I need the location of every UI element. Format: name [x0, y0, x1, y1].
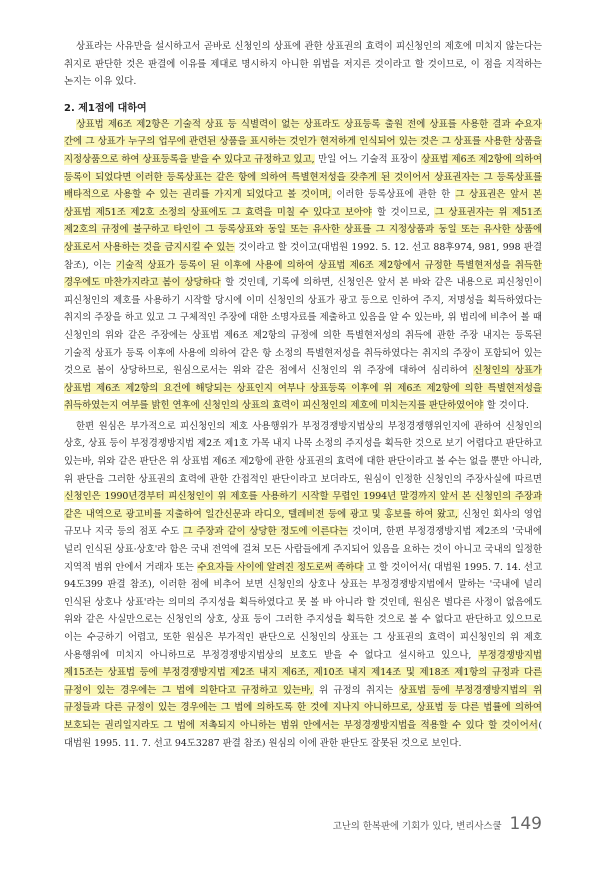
text-segment: 것이며, 한편 부정경쟁방지법 제2조의 '국내에 널리 인식된 상표·상호'라 함은 국내 전역에 걸쳐 모든 사람들에게 주지되어 있음을 요하는 것이 아니고 국내의 일정한 지역적 범위 안에서 거래자 또는	[64, 526, 542, 573]
highlighted-text: 그 상표권은 앞서 본 상표법 제51조 제2호 소정의 상표에도 그 효력을 미칠 수 있다고 보아야	[64, 189, 542, 218]
page-number: 149	[509, 814, 542, 834]
highlighted-text: 기술적 상표가 등록이 된 이후에 사용에 의하여 상표법 제6조 제2항에서 규정한 특별현저성을 취득한 경우에도 마찬가지라고 봄이 상당하다	[64, 259, 542, 289]
text-segment: 한편 원심은 부가적으로 피신청인의 제호 사용행위가 부정경쟁방지법상의 부정경쟁행위인지에 관하여 신청인의 상호, 상표 등이 부정경쟁방지법 제2조 제1호 가목 내지 나목 소정의 주지성을 획득한 것으로 보기 어렵다고 판단하고 있는바, 위와 같은 판단은 위 상표법 제6조 제2항에 관한 상표권의 효력에 대한 판단이라고 볼 수는 없을 뿐만 아니라, 위 판단을 그러한 상표권의 효력에 관한 간접적인 판단이라고 보더라도, 원심이 인정한 신청인의 주장사실에 따르면	[64, 420, 542, 485]
highlighted-text: 상표법 등에 부정경쟁방지법의 위 규정들과 다른 규정이 있는 경우에는 그 법에 의하도록 한 것에 지나지 아니하므로, 상표법 등 다른 법률에 의하여 보호되는 권리일지라도 그 법에 저촉되지 아니하는 범위 안에서는 부정경쟁방지법을 적용할 수 있다 할 것이어서	[64, 684, 543, 731]
section-heading: 2. 제1점에 대하여	[64, 102, 147, 114]
highlighted-text: 그 주장과 같이 상당한 정도에 이른다는	[183, 526, 348, 538]
highlighted-text: 그 상표권자는 위 제51조 제2호의 규정에 불구하고 타인이 그 등록상표와 동일 또는 유사한 상표를 그 지정상품과 동일 또는 유사한 상품에 상표로서 사용하는 것을 금지시킬 수 있는	[64, 206, 543, 253]
text-segment: 고 할 것이어서( 대법원 1995. 7. 14. 선고 94도399 판결 참조), 이러한 점에 비추어 보면 신청인의 상호나 상표는 부정경쟁방지법에서 말하는 '국내에 널리 인식된 상호나 상표'라는 의미의 주지성을 획득하였다고 못 볼 바 아니라 할 것인데, 원심은 별다른 사정이 없음에도 위와 같은 사실만으로는 신청인의 상호, 상표 등이 그러한 주지성을 획득한 것으로 볼 수 없다고 판단하고 있으므로 이는 수긍하기 어렵고, 또한 원심은 부가적인 판단으로 신청인의 상표는 그 상표권의 효력이 피신청인의 위 제호 사용행위에 미치지 아니하므로 부정경쟁방지법상의 보호도 받을 수 없다고 설시하고 있으나,	[64, 561, 542, 661]
text-segment: 만일 어느 기술적 표장이	[315, 153, 421, 165]
highlighted-text: 상표법 제6조 제2항에 의하여 등록이 되었다면 이러한 등록상표는 같은 항에 의하여 특별현저성을 갖추게 된 것이어서 상표권자는 그 등록상표를 배타적으로 사용할 수 있는 권리를 가지게 되었다고 볼 것이며,	[64, 153, 543, 201]
paragraph-1	[64, 116, 542, 415]
text-segment: 할 것이다.	[483, 400, 529, 412]
paragraph-2	[64, 418, 542, 752]
page-footer	[333, 814, 542, 834]
footer-title: 고난의 한복판에 기회가 있다, 변리사스쿨	[332, 821, 502, 832]
text-segment: 이러한 등록상표에 관한 한	[331, 189, 455, 201]
text-segment: 위 규정의 취지는	[313, 684, 399, 696]
highlighted-text: 상표법 제6조 제2항은 기술적 상표 등 식별력이 없는 상표라도 상표등록 출원 전에 상표를 사용한 결과 수요자 간에 그 상표가 누구의 업무에 관련된 상품을 표시하는 것인가 현저하게 인식되어 있는 것은 그 상표를 사용한 상품을 지정상품으로 하여 상표등록을 받을 수 있다고 규정하고 있고,	[64, 118, 542, 165]
highlighted-text: 신청인의 상표가 상표법 제6조 제2항의 요건에 해당되는 상표인지 여부나 상표등록 이후에 위 제6조 제2항에 의한 특별현저성을 취득하였는지 여부를 밝힌 연후에 신청인의 상표의 효력이 피신청인의 제호에 미치는지를 판단하였어야	[64, 365, 542, 412]
text-segment: ( 대법원 1995. 11. 7. 선고 94도3287 판결 참조) 원심의 이에 관한 판단도 잘못된 것으로 보인다.	[64, 719, 542, 749]
text-segment: 할 것인데, 기록에 의하면, 신청인은 앞서 본 바와 같은 내용으로 피신청인이 피신청인의 제호를 사용하기 시작할 당시에 이미 신청인의 상표가 광고 등으로 인하여 주지, 저명성을 획득하였다는 취지의 주장을 하고 있고 그 구체적인 주장에 대한 소명자료를 제출하고 있음을 알 수 있는바, 위 법리에 비추어 볼 때 신청인의 위와 같은 주장에는 상표법 제6조 제2항의 규정에 의한 특별현저성의 취득에 관한 주장 내지는 등록된 기술적 상표가 등록 이후에 사용에 의하여 같은 항 소정의 특별현저성을 취득하였다는 취지의 주장이 포함되어 있는 것으로 봄이 상당하므로, 원심으로서는 위와 같은 점에서 신청인의 위 주장에 대하여 심리하여	[64, 277, 543, 377]
text-segment: 것이라고 할 것이고(대법원 1992. 5. 12. 선고 88후974, 981, 998 판결 참조), 이는	[64, 241, 542, 271]
highlighted-text: 부정경쟁방지법 제15조는 상표법 등에 부정경쟁방지법 제2조 내지 제6조, 제10조 내지 제14조 및 제18조 제1항의 규정과 다른 규정이 있는 경우에는 그 법에 의한다고 규정하고 있는바,	[64, 649, 542, 696]
text-segment: 할 것이므로,	[372, 206, 435, 218]
page-content	[64, 38, 542, 755]
text-segment: 신청인 회사의 영업 규모나 지국 등의 점포 수도	[64, 508, 542, 538]
highlighted-text: 수요자들 사이에 알려진 정도로써 족하다	[197, 561, 364, 573]
lead-paragraph: 상표라는 사유만을 설시하고서 곧바로 신청인의 상표에 관한 상표권의 효력이 피신청인의 제호에 미치지 않는다는 취지로 판단한 것은 판결에 이유를 제대로 명시하지 아니한 위법을 저지른 것이라고 할 것이므로, 이 점을 지적하는 논지는 이유 있다.	[64, 41, 542, 88]
highlighted-text: 신청인은 1990년경부터 피신청인이 위 제호를 사용하기 시작할 무렵인 1994년 말경까지 앞서 본 신청인의 주장과 같은 내역으로 광고비를 지출하여 일간신문과 라디오, 텔레비전 등에 광고 및 홍보를 하여 왔고,	[64, 491, 542, 520]
